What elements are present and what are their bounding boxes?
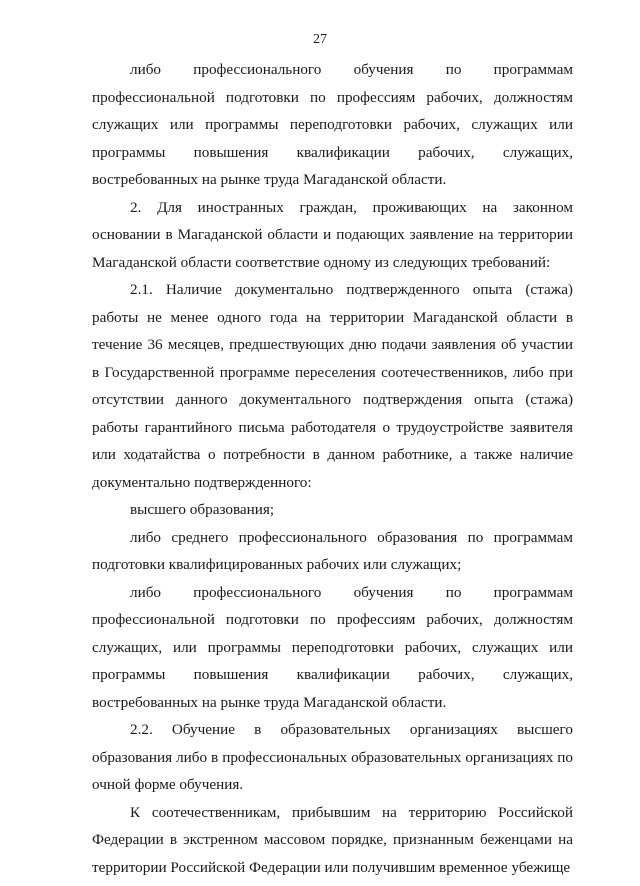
paragraph-vocational-training: либо профессионального обучения по программам профессиональной подготовки по профессиям рабочих, должностям служащих или программы переподготовки рабочих, служащих или программы повышения квалификации рабочих, служащих, востребованных на рынке труда Магаданской области. (92, 61, 573, 188)
list-item-secondary-vocational: либо среднего профессионального образования по программам подготовки квалифицированных рабочих или служащих; (92, 528, 573, 573)
page-number: 27 (313, 32, 327, 47)
paragraph-work-experience: 2.1. Наличие документально подтвержденного опыта (стажа) работы не менее одного года на территории Магаданской области в течение 36 месяцев, предшествующих дню подачи заявления об участии в Государственной программе переселения соотечественников, либо при отсутствии данного документального подтверждения опыта (стажа) работы гарантийного письма работодателя о трудоустройстве заявителя или ходатайства о потребности в данном работнике, а также наличие документально подтвержденного: (92, 281, 573, 491)
paragraph-foreign-citizens: 2. Для иностранных граждан, проживающих на законном основании в Магаданской области и подающих заявление на территории Магаданской области соответствие одному из следующих требований: (92, 198, 573, 271)
document-body (92, 56, 573, 881)
paragraph-compatriots: К соотечественникам, прибывшим на территорию Российской Федерации в экстренном массовом порядке, признанным беженцами на территории Российской Федерации или получившим временное убежище (92, 803, 573, 876)
paragraph-education: 2.2. Обучение в образовательных организациях высшего образования либо в профессиональных образовательных организациях по очной форме обучения. (92, 721, 573, 793)
list-item-vocational-training: либо профессионального обучения по программам профессиональной подготовки по профессиям рабочих, должностям служащих, или программы переподготовки рабочих, служащих или программы повышения квалификации рабочих, служащих, востребованных на рынке труда Магаданской области. (92, 583, 573, 711)
list-item-higher-education: высшего образования; (130, 501, 275, 518)
